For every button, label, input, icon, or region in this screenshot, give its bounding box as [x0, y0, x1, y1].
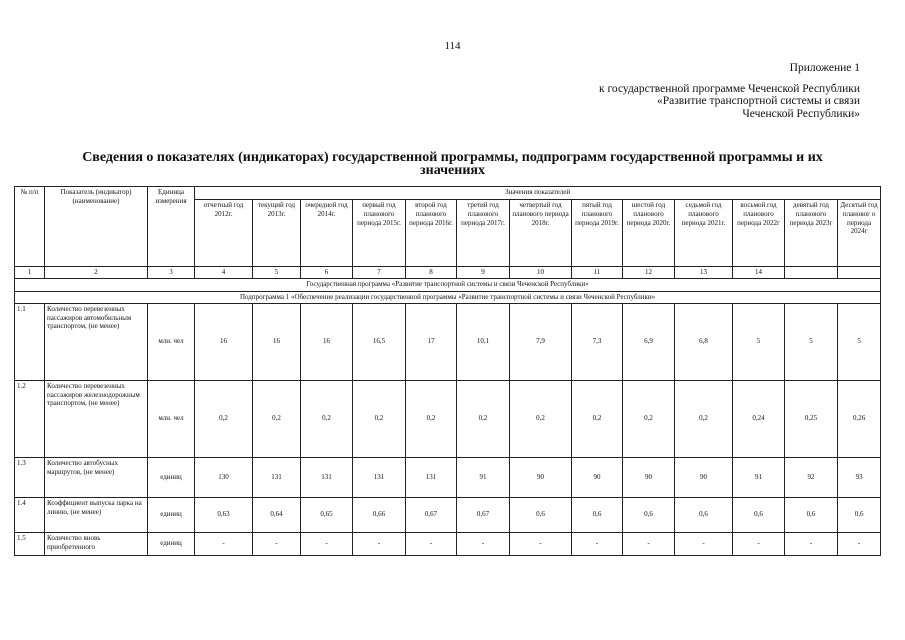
- indicator-value: -: [253, 532, 301, 555]
- indicator-value: 0,25: [785, 380, 838, 457]
- indicator-value: 0,67: [406, 497, 457, 532]
- column-number: 6: [301, 267, 353, 279]
- indicator-value: 5: [838, 303, 881, 380]
- document-title-line: значениях: [420, 163, 485, 178]
- table-row: [15, 457, 881, 497]
- indicator-value: 16: [301, 303, 353, 380]
- indicator-value: 6,8: [675, 303, 733, 380]
- indicator-value: 90: [572, 457, 623, 497]
- header-year: текущий год 2013г.: [253, 200, 301, 267]
- indicator-value: 16: [253, 303, 301, 380]
- indicator-name: Количество перевезенных пассажиров железнодорожным транспортом, (не менее): [45, 380, 148, 457]
- indicator-value: 16: [195, 303, 253, 380]
- indicator-value: 0,64: [253, 497, 301, 532]
- indicator-value: 90: [623, 457, 675, 497]
- indicator-value: 131: [253, 457, 301, 497]
- indicator-value: -: [838, 532, 881, 555]
- column-number: 10: [510, 267, 572, 279]
- row-number: 1.4: [15, 497, 45, 532]
- indicator-unit: млн. чел: [148, 303, 195, 380]
- appendix-line: к государственной программе Чеченской Республики: [599, 82, 860, 95]
- indicator-value: 0,6: [572, 497, 623, 532]
- column-number: [785, 267, 838, 279]
- row-number: 1.1: [15, 303, 45, 380]
- indicator-value: 0,2: [406, 380, 457, 457]
- indicator-value: -: [733, 532, 785, 555]
- indicator-value: -: [353, 532, 406, 555]
- indicator-value: 0,2: [301, 380, 353, 457]
- table-row: [15, 380, 881, 457]
- indicator-value: 0,65: [301, 497, 353, 532]
- indicator-value: 6,9: [623, 303, 675, 380]
- indicator-value: 130: [195, 457, 253, 497]
- indicators-table: [14, 186, 881, 556]
- column-number: 8: [406, 267, 457, 279]
- indicator-value: 92: [785, 457, 838, 497]
- indicator-unit: млн. чел: [148, 380, 195, 457]
- column-number: [838, 267, 881, 279]
- column-number: 7: [353, 267, 406, 279]
- indicator-value: 0,6: [785, 497, 838, 532]
- indicator-value: -: [623, 532, 675, 555]
- column-number: 11: [572, 267, 623, 279]
- subprogram-title: Подпрограмма 1 «Обеспечение реализации государственной программы «Развитие транспортной системы и связи Чеченской Республики»: [15, 291, 881, 303]
- header-num: № п/п: [15, 187, 45, 267]
- column-number: 5: [253, 267, 301, 279]
- column-number-row: [15, 267, 881, 279]
- indicator-value: 17: [406, 303, 457, 380]
- header-year: седьмой год планового периода 2021г.: [675, 200, 733, 267]
- indicator-value: -: [301, 532, 353, 555]
- header-year: отчетный год 2012г.: [195, 200, 253, 267]
- header-year: девятый год планового периода 2023г: [785, 200, 838, 267]
- indicator-value: 0,67: [457, 497, 510, 532]
- column-number: 12: [623, 267, 675, 279]
- indicator-value: 93: [838, 457, 881, 497]
- indicator-unit: единиц: [148, 497, 195, 532]
- indicator-value: 131: [353, 457, 406, 497]
- indicator-value: -: [572, 532, 623, 555]
- header-year: первый год планового периода 2015г.: [353, 200, 406, 267]
- header-year: третий год планового периода 2017г.: [457, 200, 510, 267]
- page-number: 114: [444, 40, 461, 52]
- table-row: [15, 497, 881, 532]
- indicator-value: 91: [733, 457, 785, 497]
- indicator-value: 5: [785, 303, 838, 380]
- indicator-value: 90: [675, 457, 733, 497]
- row-number: 1.3: [15, 457, 45, 497]
- indicator-value: 10,1: [457, 303, 510, 380]
- appendix-title: Приложение 1: [789, 62, 860, 74]
- indicator-value: -: [675, 532, 733, 555]
- indicator-value: 16,5: [353, 303, 406, 380]
- indicator-name: Количество автобусных маршрутов, (не менее): [45, 457, 148, 497]
- indicator-value: 91: [457, 457, 510, 497]
- indicator-value: 131: [301, 457, 353, 497]
- indicator-value: 131: [406, 457, 457, 497]
- column-number: 1: [15, 267, 45, 279]
- indicator-name: Коэффициент выпуска парка на линию, (не менее): [45, 497, 148, 532]
- appendix-note: [599, 62, 860, 120]
- header-year: восьмой год планового периода 2022г: [733, 200, 785, 267]
- document-title: [0, 151, 905, 177]
- subprogram-row: [15, 291, 881, 303]
- indicator-unit: единиц: [148, 457, 195, 497]
- header-year: пятый год планового периода 2019г.: [572, 200, 623, 267]
- header-unit: Единица измерения: [148, 187, 195, 267]
- appendix-line: «Развитие транспортной системы и связи: [656, 95, 860, 107]
- indicator-value: 7,3: [572, 303, 623, 380]
- indicator-value: -: [406, 532, 457, 555]
- indicator-value: 0,6: [510, 497, 572, 532]
- indicator-value: 90: [510, 457, 572, 497]
- header-year: шестой год планового периода 2020г.: [623, 200, 675, 267]
- program-row: [15, 278, 881, 291]
- table-row: [15, 532, 881, 555]
- header-year: очередной год 2014г.: [301, 200, 353, 267]
- header-year: второй год планового периода 2016г.: [406, 200, 457, 267]
- indicator-value: 0,2: [623, 380, 675, 457]
- indicator-value: 0,63: [195, 497, 253, 532]
- row-number: 1.5: [15, 532, 45, 555]
- document-title-line: Сведения о показателях (индикаторах) государственной программы, подпрограмм государственной программы и их: [82, 150, 823, 165]
- indicator-value: 0,2: [675, 380, 733, 457]
- indicator-unit: единиц: [148, 532, 195, 555]
- header-row: [15, 187, 881, 200]
- indicator-value: 0,66: [353, 497, 406, 532]
- indicator-value: 0,6: [733, 497, 785, 532]
- header-year: Десятый год плановог о периода 2024г: [838, 200, 881, 267]
- header-name: Показатель (индикатор) (наименование): [45, 187, 148, 267]
- indicator-value: -: [510, 532, 572, 555]
- indicator-value: 0,24: [733, 380, 785, 457]
- indicator-value: 0,6: [675, 497, 733, 532]
- indicator-value: 5: [733, 303, 785, 380]
- indicator-value: 0,26: [838, 380, 881, 457]
- indicator-value: -: [457, 532, 510, 555]
- header-year: четвертый год планового периода 2018г.: [510, 200, 572, 267]
- column-number: 4: [195, 267, 253, 279]
- indicator-value: 0,6: [623, 497, 675, 532]
- program-title: Государственная программа «Развитие транспортной системы и связи Чеченской Республики»: [15, 278, 881, 291]
- indicator-value: -: [195, 532, 253, 555]
- indicator-value: -: [785, 532, 838, 555]
- column-number: 2: [45, 267, 148, 279]
- indicator-value: 7,9: [510, 303, 572, 380]
- indicator-value: 0,6: [838, 497, 881, 532]
- appendix-line: Чеченской Республики»: [742, 107, 860, 120]
- indicator-value: 0,2: [457, 380, 510, 457]
- row-number: 1.2: [15, 380, 45, 457]
- indicator-value: 0,2: [195, 380, 253, 457]
- column-number: 9: [457, 267, 510, 279]
- indicator-name: Количество перевезенных пассажиров автомобильным транспортом, (не менее): [45, 303, 148, 380]
- indicator-value: 0,2: [510, 380, 572, 457]
- indicator-name: Количество вновь приобретенного: [45, 532, 148, 555]
- column-number: 14: [733, 267, 785, 279]
- table-row: [15, 303, 881, 380]
- indicator-value: 0,2: [572, 380, 623, 457]
- header-values-group: Значения показателей: [195, 187, 881, 200]
- indicator-value: 0,2: [353, 380, 406, 457]
- column-number: 3: [148, 267, 195, 279]
- column-number: 13: [675, 267, 733, 279]
- indicator-value: 0,2: [253, 380, 301, 457]
